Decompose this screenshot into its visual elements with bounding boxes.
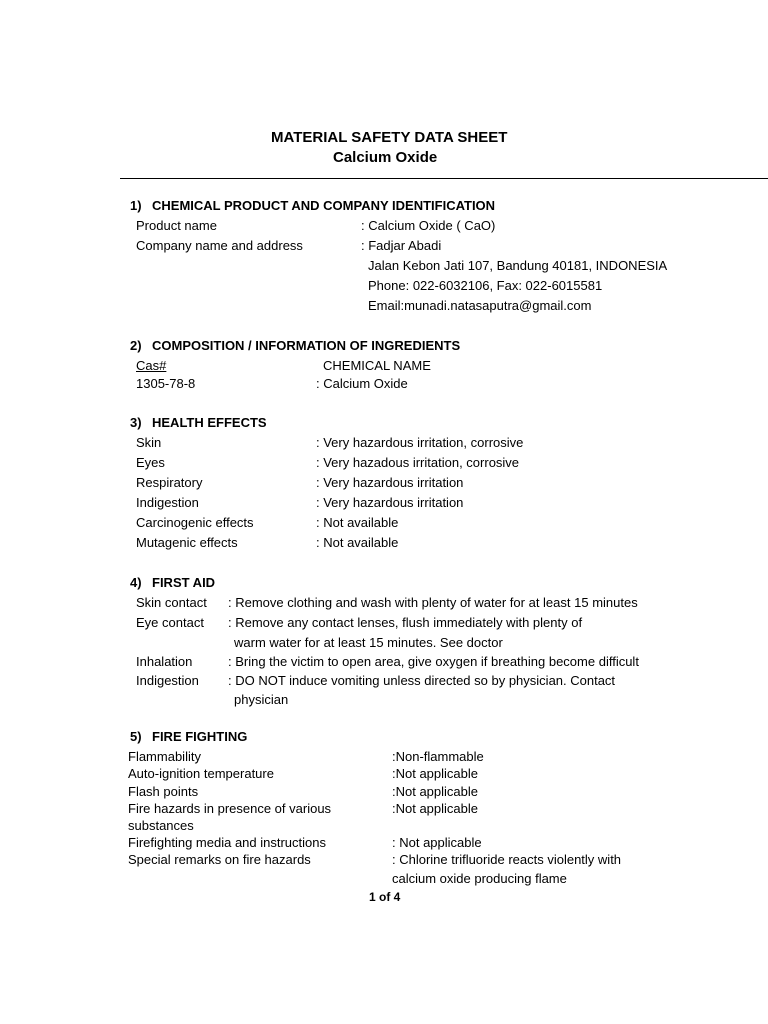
section-5-number: 5) (130, 729, 142, 744)
first-aid-indigestion-value-line-2: physician (234, 692, 289, 707)
document-subtitle: Calcium Oxide (333, 149, 438, 166)
first-aid-eye-value-line-1: : Remove any contact lenses, flush immediately with plenty of (228, 615, 583, 630)
first-aid-eye-value-line-2: warm water for at least 15 minutes. See doctor (234, 635, 503, 650)
fire-hazards-value: :Not applicable (392, 801, 478, 816)
first-aid-skin-value: : Remove clothing and wash with plenty of water for at least 15 minutes (228, 595, 638, 610)
fire-flash-points-label: Flash points (128, 784, 199, 799)
product-name-label: Product name (136, 218, 217, 233)
document-title: MATERIAL SAFETY DATA SHEET (271, 129, 508, 146)
chemical-name-value: : Calcium Oxide (316, 376, 408, 391)
fire-autoignition-label: Auto-ignition temperature (128, 766, 274, 781)
chemical-name-column-header: CHEMICAL NAME (323, 358, 431, 373)
fire-autoignition-value: :Not applicable (392, 766, 478, 781)
section-2-heading: COMPOSITION / INFORMATION OF INGREDIENTS (152, 338, 461, 353)
ingredients-header-row (136, 358, 436, 374)
company-address: Jalan Kebon Jati 107, Bandung 40181, INDONESIA (368, 258, 668, 273)
health-indigestion-label: Indigestion (136, 495, 199, 510)
company-email: Email:munadi.natasaputra@gmail.com (368, 298, 592, 313)
fire-media-label: Firefighting media and instructions (128, 835, 326, 850)
fire-remarks-value-line-2: calcium oxide producing flame (392, 871, 567, 886)
first-aid-indigestion-value-line-1: : DO NOT induce vomiting unless directed so by physician. Contact (228, 673, 616, 688)
health-skin-label: Skin (136, 435, 162, 450)
health-indigestion-value: : Very hazardous irritation (316, 495, 464, 510)
fire-flammability-value: :Non-flammable (392, 749, 484, 764)
health-eyes-label: Eyes (136, 455, 165, 470)
section-3-number: 3) (130, 415, 142, 430)
section-5-heading: FIRE FIGHTING (152, 729, 248, 744)
health-respiratory-label: Respiratory (136, 475, 203, 490)
first-aid-eye-label: Eye contact (136, 615, 204, 630)
fire-hazards-label-line-1: Fire hazards in presence of various (128, 801, 332, 816)
fire-remarks-value-line-1: : Chlorine trifluoride reacts violently with (392, 852, 622, 867)
first-aid-inhalation-label: Inhalation (136, 654, 193, 669)
fire-remarks-label: Special remarks on fire hazards (128, 852, 311, 867)
section-1-number: 1) (130, 198, 142, 213)
health-carcinogenic-value: : Not available (316, 515, 399, 530)
section-2-number: 2) (130, 338, 142, 353)
fire-hazards-label-line-2: substances (128, 818, 194, 833)
cas-number-value: 1305-78-8 (136, 376, 196, 391)
company-label: Company name and address (136, 238, 303, 253)
section-1-heading: CHEMICAL PRODUCT AND COMPANY IDENTIFICATION (152, 198, 496, 213)
fire-flammability-label: Flammability (128, 749, 201, 764)
health-mutagenic-value: : Not available (316, 535, 399, 550)
first-aid-indigestion-label: Indigestion (136, 673, 199, 688)
fire-flash-points-value: :Not applicable (392, 784, 478, 799)
fire-media-value: : Not applicable (392, 835, 482, 850)
health-mutagenic-label: Mutagenic effects (136, 535, 238, 550)
product-name-value: : Calcium Oxide ( CaO) (361, 218, 496, 233)
health-skin-value: : Very hazardous irritation, corrosive (316, 435, 524, 450)
health-respiratory-value: : Very hazardous irritation (316, 475, 464, 490)
company-value: : Fadjar Abadi (361, 238, 442, 253)
health-carcinogenic-label: Carcinogenic effects (136, 515, 254, 530)
section-4-heading: FIRST AID (152, 575, 216, 590)
first-aid-skin-label: Skin contact (136, 595, 207, 610)
cas-column-header: Cas# (136, 358, 167, 373)
header-divider (120, 178, 768, 179)
first-aid-inhalation-value: : Bring the victim to open area, give oxygen if breathing become difficult (228, 654, 639, 669)
health-eyes-value: : Very hazadous irritation, corrosive (316, 455, 520, 470)
section-4-number: 4) (130, 575, 142, 590)
section-3-heading: HEALTH EFFECTS (152, 415, 267, 430)
page-number: 1 of 4 (369, 890, 401, 904)
company-phone: Phone: 022-6032106, Fax: 022-6015581 (368, 278, 603, 293)
